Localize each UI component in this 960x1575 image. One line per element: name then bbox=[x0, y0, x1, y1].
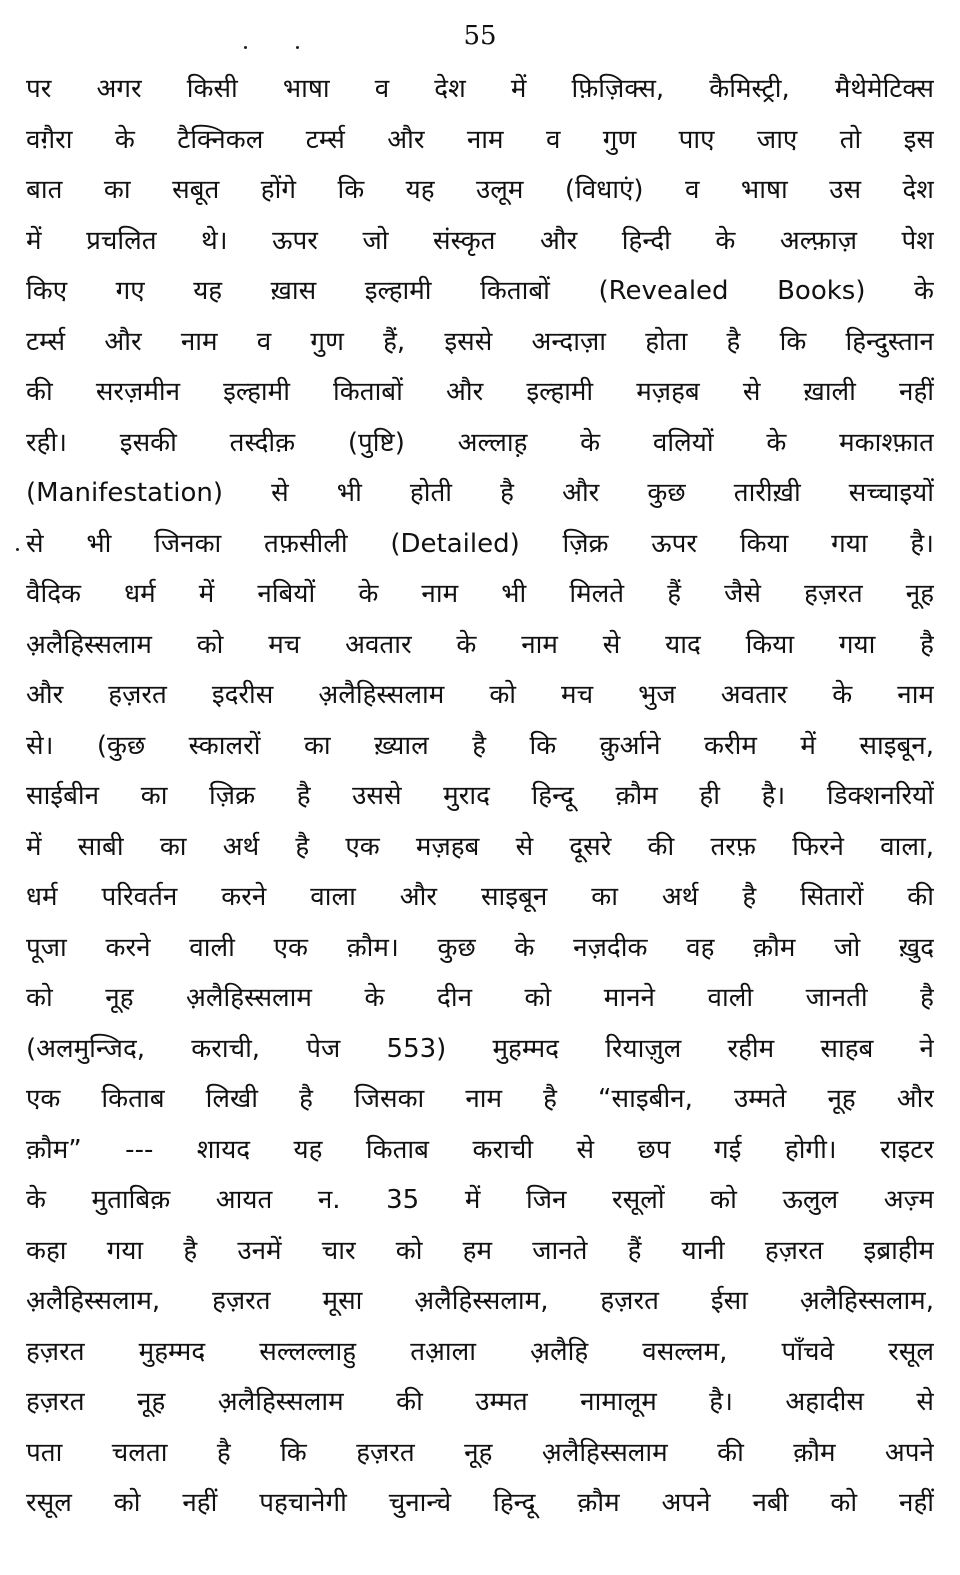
text-line: वग़ैरा के टैक्निकल टर्म्स और नाम व गुण पाए जाए तो इस bbox=[26, 124, 934, 155]
text-line: में प्रचलित थे। ऊपर जो संस्कृत और हिन्दी के अल्फ़ाज़ पेश bbox=[26, 225, 934, 256]
text-line: पर अगर किसी भाषा व देश में फ़िज़िक्स, कैमिस्ट्री, मैथेमेटिक्स bbox=[26, 74, 934, 104]
body-text bbox=[26, 64, 934, 1529]
text-line: से भी जिनका तफ़सीली (Detailed) ज़िक्र ऊपर किया गया है। bbox=[26, 528, 934, 559]
text-line: बात का सबूत होंगे कि यह उलूम (विधाएं) व भाषा उस देश bbox=[26, 175, 934, 205]
text-line: टर्म्स और नाम व गुण हैं, इससे अन्दाज़ा होता है कि हिन्दुस्तान bbox=[26, 326, 934, 357]
text-line: में साबी का अर्थ है एक मज़हब से दूसरे की तरफ़ फिरने वाला, bbox=[26, 831, 934, 862]
page-number: 55 bbox=[463, 21, 497, 51]
scan-speck bbox=[244, 46, 247, 49]
text-line: के मुताबिक़ आयत न. 35 में जिन रसूलों को ऊलुल अज़्म bbox=[26, 1185, 934, 1215]
text-line: को नूह अ़लैहिस्सलाम के दीन को मानने वाली जानती है bbox=[26, 983, 934, 1013]
text-line: किए गए यह ख़ास इल्हामी किताबों (Revealed Books) के bbox=[26, 276, 934, 306]
text-line: हज़रत नूह अ़लैहिस्सलाम की उम्मत नामालूम है। अहादीस से bbox=[26, 1387, 934, 1417]
text-line: रसूल को नहीं पहचानेगी चुनान्चे हिन्दू क़ौम अपने नबी को नहीं bbox=[26, 1488, 934, 1518]
text-line: रही। इसकी तस्दीक़ (पुष्टि) अल्लाह़ के वलियों के मकाश्फ़ात bbox=[26, 427, 934, 458]
text-line: (अलमुन्जिद, कराची, पेज 553) मुहम्मद रियाज़ुल रहीम साहब ने bbox=[26, 1033, 934, 1064]
text-line: पता चलता है कि हज़रत नूह अ़लैहिस्सलाम की क़ौम अपने bbox=[26, 1437, 934, 1468]
text-line: अ़लैहिस्सलाम, हज़रत मूसा अ़लैहिस्सलाम, हज़रत ईसा अ़लैहिस्सलाम, bbox=[26, 1286, 934, 1316]
text-line: कहा गया है उनमें चार को हम जानते हैं यानी हज़रत इब्राहीम bbox=[26, 1235, 934, 1266]
scan-speck bbox=[296, 46, 299, 49]
text-line: (Manifestation) से भी होती है और कुछ तारीख़ी सच्चाइयों bbox=[26, 478, 934, 508]
scan-speck bbox=[16, 548, 19, 551]
text-line: की सरज़मीन इल्हामी किताबों और इल्हामी मज़हब से ख़ाली नहीं bbox=[26, 377, 934, 407]
text-line: और हज़रत इदरीस अ़लैहिस्सलाम को मच भुज अवतार के नाम bbox=[26, 680, 934, 710]
text-line: धर्म परिवर्तन करने वाला और साइबून का अर्थ है सितारों की bbox=[26, 882, 934, 912]
text-line: अ़लैहिस्सलाम को मच अवतार के नाम से याद किया गया है bbox=[26, 629, 934, 660]
text-line: एक किताब लिखी है जिसका नाम है “साइबीन, उम्मते नूह और bbox=[26, 1084, 934, 1114]
text-line: पूजा करने वाली एक क़ौम। कुछ के नज़दीक वह क़ौम जो ख़ुद bbox=[26, 932, 934, 963]
text-line: वैदिक धर्म में नबियों के नाम भी मिलते हैं जैसे हज़रत नूह bbox=[26, 579, 934, 609]
text-line: साईबीन का ज़िक्र है उससे मुराद हिन्दू क़ौम ही है। डिक्शनरियों bbox=[26, 781, 934, 811]
text-line: क़ौम” --- शायद यह किताब कराची से छप गई होगी। राइटर bbox=[26, 1134, 934, 1165]
text-line: से। (कुछ स्कालरों का ख़्याल है कि क़ुर्आने करीम में साइबून, bbox=[26, 730, 934, 761]
text-line: हज़रत मुहम्मद सल्लल्लाहु तआ़ला अ़लैहि वसल्लम, पाँचवे रसूल bbox=[26, 1336, 934, 1367]
